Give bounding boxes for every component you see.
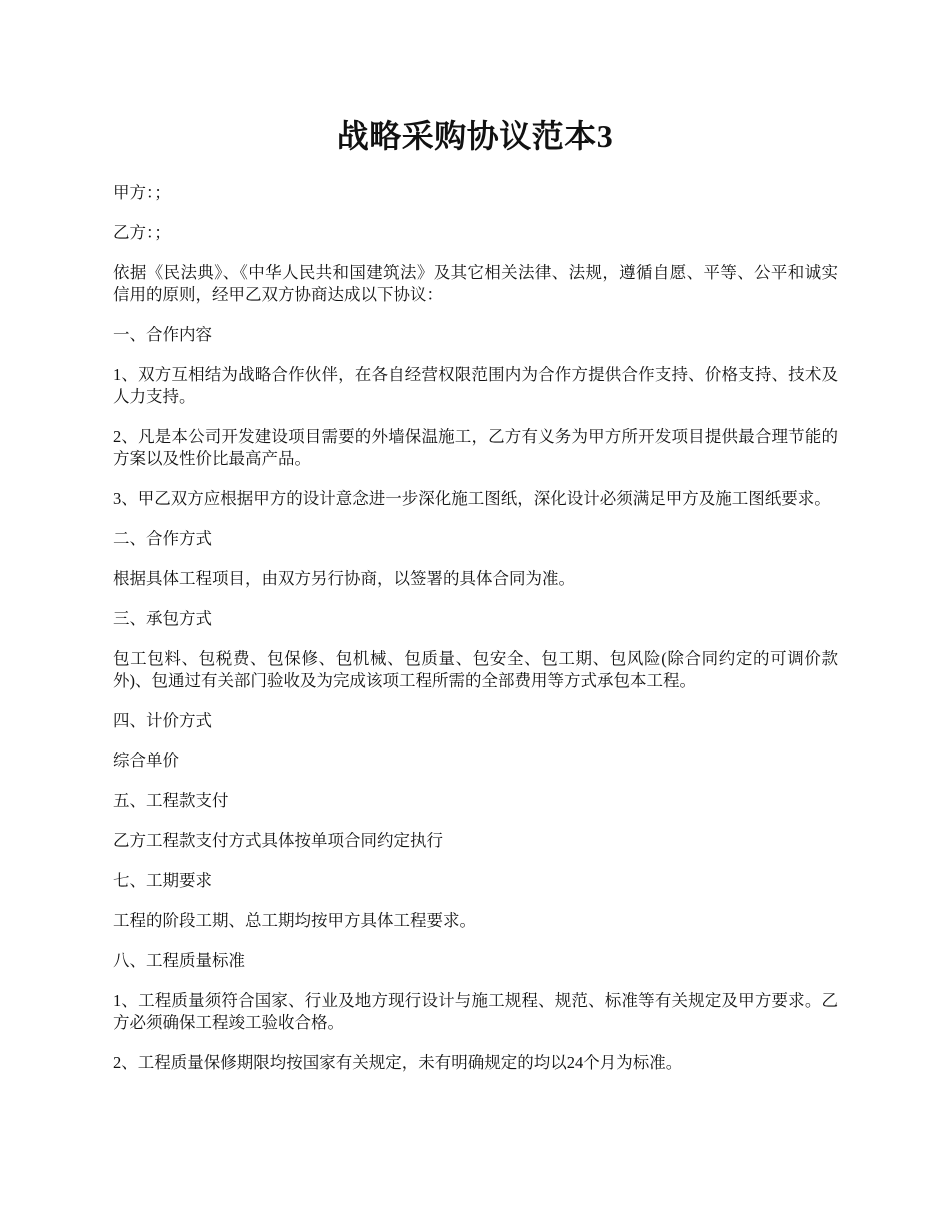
section-heading-cooperation-content: 一、合作内容 <box>113 325 212 344</box>
cooperation-clause-3: 3、甲乙双方应根据甲方的设计意念进一步深化施工图纸，深化设计必须满足甲方及施工图纸要求。 <box>113 489 831 508</box>
quality-clause-2: 2、工程质量保修期限均按国家有关规定，未有明确规定的均以24个月为标准。 <box>113 1053 683 1072</box>
section-heading-cooperation-method: 二、合作方式 <box>113 529 212 548</box>
cooperation-clause-2: 2、凡是本公司开发建设项目需要的外墙保温施工，乙方有义务为甲方所开发项目提供最合理节能的方案以及性价比最高产品。 <box>113 427 838 468</box>
schedule-text: 工程的阶段工期、总工期均按甲方具体工程要求。 <box>113 911 476 930</box>
document-title: 战略采购协议范本3 <box>336 118 614 154</box>
party-a-line: 甲方：； <box>113 183 171 202</box>
section-heading-quality-standard: 八、工程质量标准 <box>113 951 245 970</box>
document-body <box>113 182 838 1092</box>
section-heading-pricing-method: 四、计价方式 <box>113 711 212 730</box>
contracting-method-text: 包工包料、包税费、包保修、包机械、包质量、包安全、包工期、包风险(除合同约定的可调价款外)、包通过有关部门验收及为完成该项工程所需的全部费用等方式承包本工程。 <box>113 649 838 690</box>
cooperation-method-text: 根据具体工程项目，由双方另行协商，以签署的具体合同为准。 <box>113 569 575 588</box>
section-heading-contracting-method: 三、承包方式 <box>113 609 212 628</box>
section-heading-schedule: 七、工期要求 <box>113 871 212 890</box>
section-heading-payment: 五、工程款支付 <box>113 791 229 810</box>
quality-clause-1: 1、工程质量须符合国家、行业及地方现行设计与施工规程、规范、标准等有关规定及甲方要求。乙方必须确保工程竣工验收合格。 <box>113 991 838 1032</box>
preamble-paragraph: 依据《民法典》、《中华人民共和国建筑法》及其它相关法律、法规，遵循自愿、平等、公平和诚实信用的原则，经甲乙双方协商达成以下协议： <box>113 263 838 304</box>
cooperation-clause-1: 1、双方互相结为战略合作伙伴，在各自经营权限范围内为合作方提供合作支持、价格支持、技术及人力支持。 <box>113 365 838 406</box>
party-b-line: 乙方：； <box>113 223 171 242</box>
payment-text: 乙方工程款支付方式具体按单项合同约定执行 <box>113 831 443 850</box>
pricing-method-text: 综合单价 <box>113 751 179 770</box>
